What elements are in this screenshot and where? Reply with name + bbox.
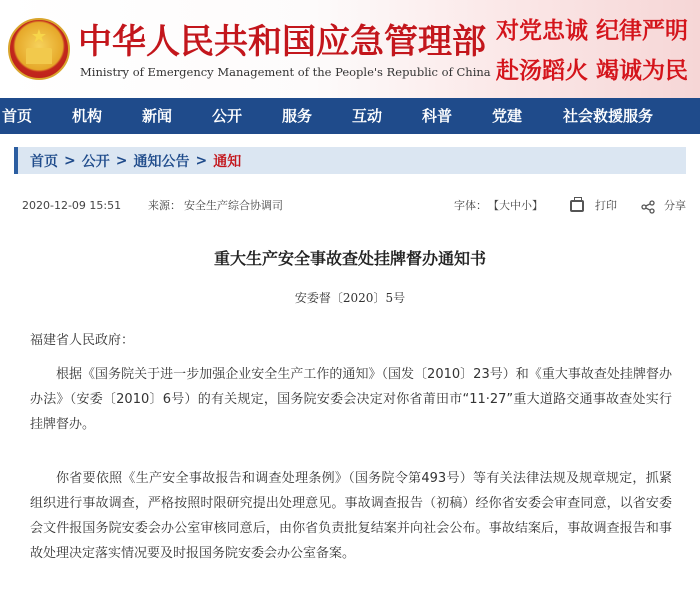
article-paragraph: 你省要依照《生产安全事故报告和调查处理条例》（国务院令第493号）等有关法律法规及规章规定，抓紧组织进行事故调查，严格按照时限研究提出处理意见。事故调查报告（初稿）经你省安委会审查同意，以省安委会文件报国务院安委会办公室审核同意后，由你省负责批复结案并向社会公布。事故结案后，事故调查报告和事故处理决定落实情况要及时报国务院安委会办公室备案。 [30, 471, 672, 561]
nav-item-services[interactable]: 服务 [281, 107, 312, 125]
national-emblem-icon: ★ [8, 18, 70, 80]
nav-item-organization[interactable]: 机构 [71, 107, 102, 125]
document-number: 安委督〔2020〕5号 [294, 291, 406, 305]
breadcrumb-public[interactable]: 公开 [81, 153, 110, 170]
nav-item-news[interactable]: 新闻 [141, 107, 172, 125]
nav-item-social-rescue[interactable]: 社会救援服务 [562, 107, 653, 125]
article-paragraph: 根据《国务院关于进一步加强企业安全生产工作的通知》（国发〔2010〕23号）和《重大事故查处挂牌督办办法》（安委〔2010〕6号）的有关规定，国务院安委会决定对你省莆田市“11·27”重大道路交通事故查处实行挂牌督办。 [30, 367, 672, 432]
font-size-switcher[interactable]: 【大中小】 [488, 199, 543, 212]
site-header [0, 0, 700, 98]
nav-item-science[interactable]: 科普 [421, 107, 452, 125]
breadcrumb-home[interactable]: 首页 [30, 153, 58, 170]
source-label: 来源： [148, 199, 181, 212]
salutation: 福建省人民政府： [30, 333, 135, 348]
breadcrumb [14, 147, 686, 174]
breadcrumb-separator: > [195, 152, 208, 169]
breadcrumb-separator: > [64, 152, 76, 169]
print-icon[interactable] [570, 200, 584, 212]
nav-item-home[interactable]: 首页 [1, 107, 32, 125]
slogan-line-2: 赴汤蹈火 竭诚为民 [495, 57, 688, 84]
breadcrumb-current[interactable]: 通知 [213, 153, 242, 170]
share-icon[interactable] [641, 200, 655, 214]
slogan-line-1: 对党忠诚 纪律严明 [495, 17, 688, 44]
print-link[interactable]: 打印 [595, 199, 617, 212]
site-subtitle: Ministry of Emergency Management of the People's Republic of China [80, 65, 491, 79]
publish-date: 2020-12-09 15:51 [22, 199, 122, 212]
article-meta [0, 196, 700, 216]
source-name: 安全生产综合协调司 [184, 199, 283, 212]
breadcrumb-separator: > [115, 152, 128, 169]
article-title: 重大生产安全事故查处挂牌督办通知书 [213, 249, 486, 268]
share-link[interactable]: 分享 [664, 199, 686, 212]
breadcrumb-announcements[interactable]: 通知公告 [133, 153, 190, 170]
main-nav [0, 98, 700, 134]
font-size-label: 字体： [454, 199, 487, 212]
nav-item-party[interactable]: 党建 [491, 107, 522, 125]
nav-item-interaction[interactable]: 互动 [351, 107, 382, 125]
site-title[interactable]: 中华人民共和国应急管理部 [78, 22, 486, 62]
nav-item-public[interactable]: 公开 [211, 107, 242, 125]
